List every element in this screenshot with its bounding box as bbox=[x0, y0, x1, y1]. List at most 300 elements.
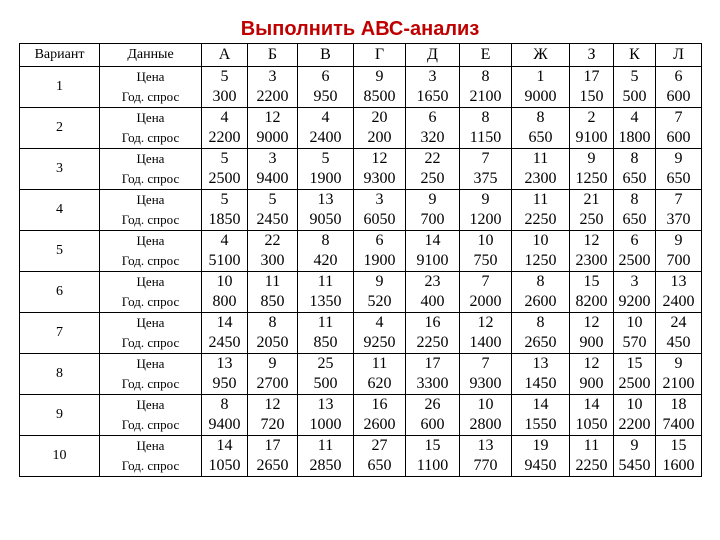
value-cell bbox=[248, 354, 298, 395]
demand-value: 9450 bbox=[524, 457, 557, 474]
demand-value: 6050 bbox=[363, 211, 396, 228]
value-cell bbox=[406, 67, 460, 108]
demand-value: 320 bbox=[420, 129, 445, 146]
price-value: 5 bbox=[268, 191, 277, 208]
value-cell bbox=[460, 108, 512, 149]
demand-value: 570 bbox=[622, 334, 647, 351]
price-label: Цена bbox=[136, 315, 165, 330]
demand-value: 1250 bbox=[524, 252, 557, 269]
demand-value: 650 bbox=[622, 170, 647, 187]
data-labels-cell bbox=[100, 67, 202, 108]
header-data: Данные bbox=[100, 44, 202, 67]
price-value: 4 bbox=[220, 232, 229, 249]
price-value: 9 bbox=[375, 68, 384, 85]
value-cell bbox=[202, 354, 248, 395]
demand-value: 400 bbox=[420, 293, 445, 310]
price-value: 8 bbox=[630, 191, 639, 208]
variant-number: 1 bbox=[20, 67, 100, 108]
value-cell bbox=[656, 313, 702, 354]
value-cell bbox=[406, 354, 460, 395]
price-value: 9 bbox=[587, 150, 596, 167]
value-cell bbox=[406, 436, 460, 477]
demand-value: 950 bbox=[313, 88, 338, 105]
price-value: 9 bbox=[674, 150, 683, 167]
price-value: 12 bbox=[371, 150, 388, 167]
demand-value: 9050 bbox=[309, 211, 342, 228]
price-value: 11 bbox=[317, 273, 334, 290]
demand-value: 2650 bbox=[524, 334, 557, 351]
value-cell bbox=[570, 149, 614, 190]
value-cell bbox=[614, 108, 656, 149]
price-value: 3 bbox=[630, 273, 639, 290]
abc-data-table bbox=[19, 43, 702, 477]
value-cell bbox=[248, 231, 298, 272]
demand-label: Год. спрос bbox=[121, 212, 180, 227]
price-value: 10 bbox=[626, 396, 643, 413]
variant-number: 2 bbox=[20, 108, 100, 149]
header-col-g: Г bbox=[354, 44, 406, 67]
value-cell bbox=[614, 313, 656, 354]
demand-value: 2450 bbox=[208, 334, 241, 351]
header-col-d: Д bbox=[406, 44, 460, 67]
price-value: 13 bbox=[532, 355, 549, 372]
price-value: 12 bbox=[264, 109, 281, 126]
demand-value: 1100 bbox=[416, 457, 449, 474]
header-col-z: З bbox=[570, 44, 614, 67]
variant-number: 3 bbox=[20, 149, 100, 190]
price-value: 21 bbox=[583, 191, 600, 208]
price-value: 8 bbox=[536, 273, 545, 290]
price-value: 6 bbox=[630, 232, 639, 249]
value-cell bbox=[512, 436, 570, 477]
demand-value: 300 bbox=[212, 88, 237, 105]
value-cell bbox=[354, 149, 406, 190]
price-value: 9 bbox=[674, 355, 683, 372]
demand-value: 1050 bbox=[208, 457, 241, 474]
price-value: 5 bbox=[220, 68, 229, 85]
price-value: 6 bbox=[428, 109, 437, 126]
price-label: Цена bbox=[136, 151, 165, 166]
price-value: 6 bbox=[375, 232, 384, 249]
demand-value: 9400 bbox=[208, 416, 241, 433]
demand-value: 2300 bbox=[575, 252, 608, 269]
value-cell bbox=[512, 231, 570, 272]
demand-value: 1550 bbox=[524, 416, 557, 433]
price-value: 4 bbox=[630, 109, 639, 126]
price-value: 13 bbox=[216, 355, 233, 372]
demand-value: 2450 bbox=[256, 211, 289, 228]
value-cell bbox=[248, 395, 298, 436]
price-value: 25 bbox=[317, 355, 334, 372]
value-cell bbox=[512, 67, 570, 108]
price-value: 11 bbox=[532, 150, 549, 167]
demand-label: Год. спрос bbox=[121, 335, 180, 350]
value-cell bbox=[298, 272, 354, 313]
price-value: 22 bbox=[424, 150, 441, 167]
value-cell bbox=[354, 67, 406, 108]
value-cell bbox=[512, 313, 570, 354]
price-value: 11 bbox=[532, 191, 549, 208]
value-cell bbox=[656, 231, 702, 272]
value-cell bbox=[570, 395, 614, 436]
demand-value: 600 bbox=[666, 88, 691, 105]
demand-value: 700 bbox=[420, 211, 445, 228]
demand-value: 150 bbox=[579, 88, 604, 105]
price-value: 13 bbox=[317, 396, 334, 413]
demand-value: 1050 bbox=[575, 416, 608, 433]
demand-value: 2500 bbox=[618, 252, 651, 269]
price-value: 9 bbox=[630, 437, 639, 454]
variant-number: 6 bbox=[20, 272, 100, 313]
demand-label: Год. спрос bbox=[121, 89, 180, 104]
header-col-zh: Ж bbox=[512, 44, 570, 67]
demand-value: 1400 bbox=[469, 334, 502, 351]
demand-value: 3300 bbox=[416, 375, 449, 392]
demand-value: 1900 bbox=[363, 252, 396, 269]
value-cell bbox=[202, 313, 248, 354]
value-cell bbox=[248, 67, 298, 108]
value-cell bbox=[354, 231, 406, 272]
value-cell bbox=[298, 313, 354, 354]
value-cell bbox=[614, 67, 656, 108]
price-value: 14 bbox=[216, 437, 233, 454]
price-value: 5 bbox=[220, 150, 229, 167]
demand-value: 2600 bbox=[524, 293, 557, 310]
value-cell bbox=[656, 395, 702, 436]
value-cell bbox=[614, 395, 656, 436]
value-cell bbox=[298, 149, 354, 190]
demand-value: 2850 bbox=[309, 457, 342, 474]
price-value: 14 bbox=[424, 232, 441, 249]
price-value: 5 bbox=[220, 191, 229, 208]
price-value: 2 bbox=[587, 109, 596, 126]
price-value: 12 bbox=[583, 355, 600, 372]
variant-number: 5 bbox=[20, 231, 100, 272]
value-cell bbox=[656, 149, 702, 190]
demand-value: 1900 bbox=[309, 170, 342, 187]
value-cell bbox=[248, 108, 298, 149]
price-value: 6 bbox=[674, 68, 683, 85]
demand-value: 720 bbox=[260, 416, 285, 433]
value-cell bbox=[406, 272, 460, 313]
variant-number: 8 bbox=[20, 354, 100, 395]
price-value: 17 bbox=[264, 437, 281, 454]
value-cell bbox=[248, 436, 298, 477]
demand-label: Год. спрос bbox=[121, 294, 180, 309]
demand-label: Год. спрос bbox=[121, 130, 180, 145]
demand-value: 2100 bbox=[469, 88, 502, 105]
demand-label: Год. спрос bbox=[121, 253, 180, 268]
value-cell bbox=[570, 272, 614, 313]
value-cell bbox=[570, 108, 614, 149]
demand-value: 900 bbox=[579, 334, 604, 351]
demand-value: 850 bbox=[260, 293, 285, 310]
demand-value: 2050 bbox=[256, 334, 289, 351]
value-cell bbox=[202, 108, 248, 149]
value-cell bbox=[512, 149, 570, 190]
demand-value: 9400 bbox=[256, 170, 289, 187]
value-cell bbox=[406, 149, 460, 190]
demand-value: 2300 bbox=[524, 170, 557, 187]
value-cell bbox=[512, 354, 570, 395]
data-labels-cell bbox=[100, 190, 202, 231]
demand-value: 650 bbox=[666, 170, 691, 187]
data-labels-cell bbox=[100, 231, 202, 272]
demand-value: 1450 bbox=[524, 375, 557, 392]
price-value: 7 bbox=[481, 150, 490, 167]
value-cell bbox=[354, 272, 406, 313]
demand-value: 9200 bbox=[618, 293, 651, 310]
value-cell bbox=[202, 436, 248, 477]
demand-value: 2250 bbox=[416, 334, 449, 351]
demand-value: 2800 bbox=[469, 416, 502, 433]
price-value: 7 bbox=[481, 355, 490, 372]
demand-value: 650 bbox=[367, 457, 392, 474]
value-cell bbox=[298, 231, 354, 272]
value-cell bbox=[656, 436, 702, 477]
demand-value: 620 bbox=[367, 375, 392, 392]
price-value: 10 bbox=[477, 396, 494, 413]
value-cell bbox=[202, 395, 248, 436]
price-value: 8 bbox=[268, 314, 277, 331]
demand-value: 370 bbox=[666, 211, 691, 228]
demand-value: 2200 bbox=[618, 416, 651, 433]
value-cell bbox=[354, 395, 406, 436]
value-cell bbox=[614, 190, 656, 231]
value-cell bbox=[656, 190, 702, 231]
value-cell bbox=[656, 354, 702, 395]
demand-value: 420 bbox=[313, 252, 338, 269]
price-value: 3 bbox=[268, 68, 277, 85]
variant-number: 9 bbox=[20, 395, 100, 436]
value-cell bbox=[298, 354, 354, 395]
demand-value: 5100 bbox=[208, 252, 241, 269]
demand-value: 2250 bbox=[575, 457, 608, 474]
demand-value: 1250 bbox=[575, 170, 608, 187]
price-value: 13 bbox=[477, 437, 494, 454]
price-value: 8 bbox=[536, 314, 545, 331]
table-row bbox=[20, 67, 702, 108]
demand-value: 9000 bbox=[256, 129, 289, 146]
table-row bbox=[20, 313, 702, 354]
value-cell bbox=[460, 67, 512, 108]
price-value: 11 bbox=[371, 355, 388, 372]
price-value: 12 bbox=[583, 314, 600, 331]
price-value: 14 bbox=[532, 396, 549, 413]
demand-value: 8200 bbox=[575, 293, 608, 310]
price-value: 8 bbox=[321, 232, 330, 249]
price-value: 16 bbox=[424, 314, 441, 331]
price-value: 9 bbox=[481, 191, 490, 208]
table-body bbox=[20, 67, 702, 477]
price-value: 8 bbox=[536, 109, 545, 126]
data-labels-cell bbox=[100, 395, 202, 436]
value-cell bbox=[298, 108, 354, 149]
header-col-e: Е bbox=[460, 44, 512, 67]
price-label: Цена bbox=[136, 110, 165, 125]
value-cell bbox=[354, 436, 406, 477]
value-cell bbox=[248, 272, 298, 313]
price-value: 19 bbox=[532, 437, 549, 454]
value-cell bbox=[460, 272, 512, 313]
value-cell bbox=[460, 190, 512, 231]
value-cell bbox=[354, 313, 406, 354]
demand-value: 750 bbox=[473, 252, 498, 269]
value-cell bbox=[512, 108, 570, 149]
value-cell bbox=[248, 190, 298, 231]
variant-number: 7 bbox=[20, 313, 100, 354]
price-value: 6 bbox=[321, 68, 330, 85]
demand-label: Год. спрос bbox=[121, 417, 180, 432]
header-col-l: Л bbox=[656, 44, 702, 67]
price-value: 13 bbox=[670, 273, 687, 290]
price-value: 3 bbox=[375, 191, 384, 208]
value-cell bbox=[298, 67, 354, 108]
demand-value: 700 bbox=[666, 252, 691, 269]
table-row bbox=[20, 272, 702, 313]
value-cell bbox=[656, 272, 702, 313]
demand-value: 1800 bbox=[618, 129, 651, 146]
value-cell bbox=[406, 395, 460, 436]
table-row bbox=[20, 395, 702, 436]
price-value: 14 bbox=[216, 314, 233, 331]
price-value: 8 bbox=[481, 68, 490, 85]
value-cell bbox=[460, 395, 512, 436]
demand-value: 7400 bbox=[662, 416, 695, 433]
price-value: 10 bbox=[626, 314, 643, 331]
header-variant: Вариант bbox=[20, 44, 100, 67]
value-cell bbox=[460, 231, 512, 272]
demand-value: 2650 bbox=[256, 457, 289, 474]
header-col-a: А bbox=[202, 44, 248, 67]
demand-value: 600 bbox=[420, 416, 445, 433]
value-cell bbox=[656, 67, 702, 108]
value-cell bbox=[248, 313, 298, 354]
data-labels-cell bbox=[100, 354, 202, 395]
value-cell bbox=[614, 149, 656, 190]
demand-value: 200 bbox=[367, 129, 392, 146]
demand-value: 9000 bbox=[524, 88, 557, 105]
price-label: Цена bbox=[136, 274, 165, 289]
price-value: 12 bbox=[583, 232, 600, 249]
value-cell bbox=[512, 190, 570, 231]
price-value: 11 bbox=[583, 437, 600, 454]
header-col-v: В bbox=[298, 44, 354, 67]
price-value: 9 bbox=[674, 232, 683, 249]
price-value: 3 bbox=[428, 68, 437, 85]
price-value: 9 bbox=[428, 191, 437, 208]
price-label: Цена bbox=[136, 69, 165, 84]
price-value: 11 bbox=[317, 314, 334, 331]
demand-value: 850 bbox=[313, 334, 338, 351]
demand-value: 9300 bbox=[469, 375, 502, 392]
price-value: 4 bbox=[321, 109, 330, 126]
data-labels-cell bbox=[100, 272, 202, 313]
price-value: 15 bbox=[626, 355, 643, 372]
header-col-k: К bbox=[614, 44, 656, 67]
demand-value: 2000 bbox=[469, 293, 502, 310]
value-cell bbox=[460, 436, 512, 477]
demand-value: 9250 bbox=[363, 334, 396, 351]
demand-value: 1350 bbox=[309, 293, 342, 310]
price-value: 9 bbox=[375, 273, 384, 290]
header-col-b: Б bbox=[248, 44, 298, 67]
demand-value: 2500 bbox=[618, 375, 651, 392]
price-value: 24 bbox=[670, 314, 687, 331]
price-value: 15 bbox=[583, 273, 600, 290]
price-value: 12 bbox=[264, 396, 281, 413]
value-cell bbox=[202, 149, 248, 190]
data-labels-cell bbox=[100, 313, 202, 354]
price-label: Цена bbox=[136, 233, 165, 248]
price-value: 12 bbox=[477, 314, 494, 331]
value-cell bbox=[460, 313, 512, 354]
variant-number: 4 bbox=[20, 190, 100, 231]
table-row bbox=[20, 108, 702, 149]
price-value: 10 bbox=[216, 273, 233, 290]
value-cell bbox=[614, 272, 656, 313]
variant-number: 10 bbox=[20, 436, 100, 477]
demand-value: 2400 bbox=[662, 293, 695, 310]
value-cell bbox=[354, 108, 406, 149]
price-value: 15 bbox=[424, 437, 441, 454]
price-label: Цена bbox=[136, 397, 165, 412]
demand-value: 1000 bbox=[309, 416, 342, 433]
demand-value: 500 bbox=[622, 88, 647, 105]
value-cell bbox=[406, 108, 460, 149]
price-value: 14 bbox=[583, 396, 600, 413]
table-row bbox=[20, 190, 702, 231]
value-cell bbox=[570, 436, 614, 477]
demand-value: 2700 bbox=[256, 375, 289, 392]
price-value: 1 bbox=[536, 68, 545, 85]
demand-value: 9100 bbox=[416, 252, 449, 269]
price-value: 5 bbox=[321, 150, 330, 167]
value-cell bbox=[570, 231, 614, 272]
price-value: 10 bbox=[532, 232, 549, 249]
page-title: Выполнить АВС-анализ bbox=[240, 18, 480, 40]
value-cell bbox=[202, 190, 248, 231]
demand-value: 5450 bbox=[618, 457, 651, 474]
data-labels-cell bbox=[100, 436, 202, 477]
data-labels-cell bbox=[100, 149, 202, 190]
demand-value: 9300 bbox=[363, 170, 396, 187]
demand-value: 8500 bbox=[363, 88, 396, 105]
demand-value: 650 bbox=[622, 211, 647, 228]
price-value: 3 bbox=[268, 150, 277, 167]
price-value: 23 bbox=[424, 273, 441, 290]
price-value: 15 bbox=[670, 437, 687, 454]
value-cell bbox=[570, 190, 614, 231]
value-cell bbox=[354, 354, 406, 395]
price-value: 27 bbox=[371, 437, 388, 454]
value-cell bbox=[202, 231, 248, 272]
demand-value: 800 bbox=[212, 293, 237, 310]
demand-label: Год. спрос bbox=[121, 458, 180, 473]
demand-value: 375 bbox=[473, 170, 498, 187]
price-label: Цена bbox=[136, 192, 165, 207]
value-cell bbox=[298, 190, 354, 231]
demand-value: 250 bbox=[579, 211, 604, 228]
price-value: 8 bbox=[220, 396, 229, 413]
value-cell bbox=[614, 231, 656, 272]
value-cell bbox=[202, 272, 248, 313]
demand-value: 450 bbox=[666, 334, 691, 351]
value-cell bbox=[406, 231, 460, 272]
demand-value: 2200 bbox=[208, 129, 241, 146]
header-row bbox=[20, 44, 702, 67]
value-cell bbox=[570, 67, 614, 108]
